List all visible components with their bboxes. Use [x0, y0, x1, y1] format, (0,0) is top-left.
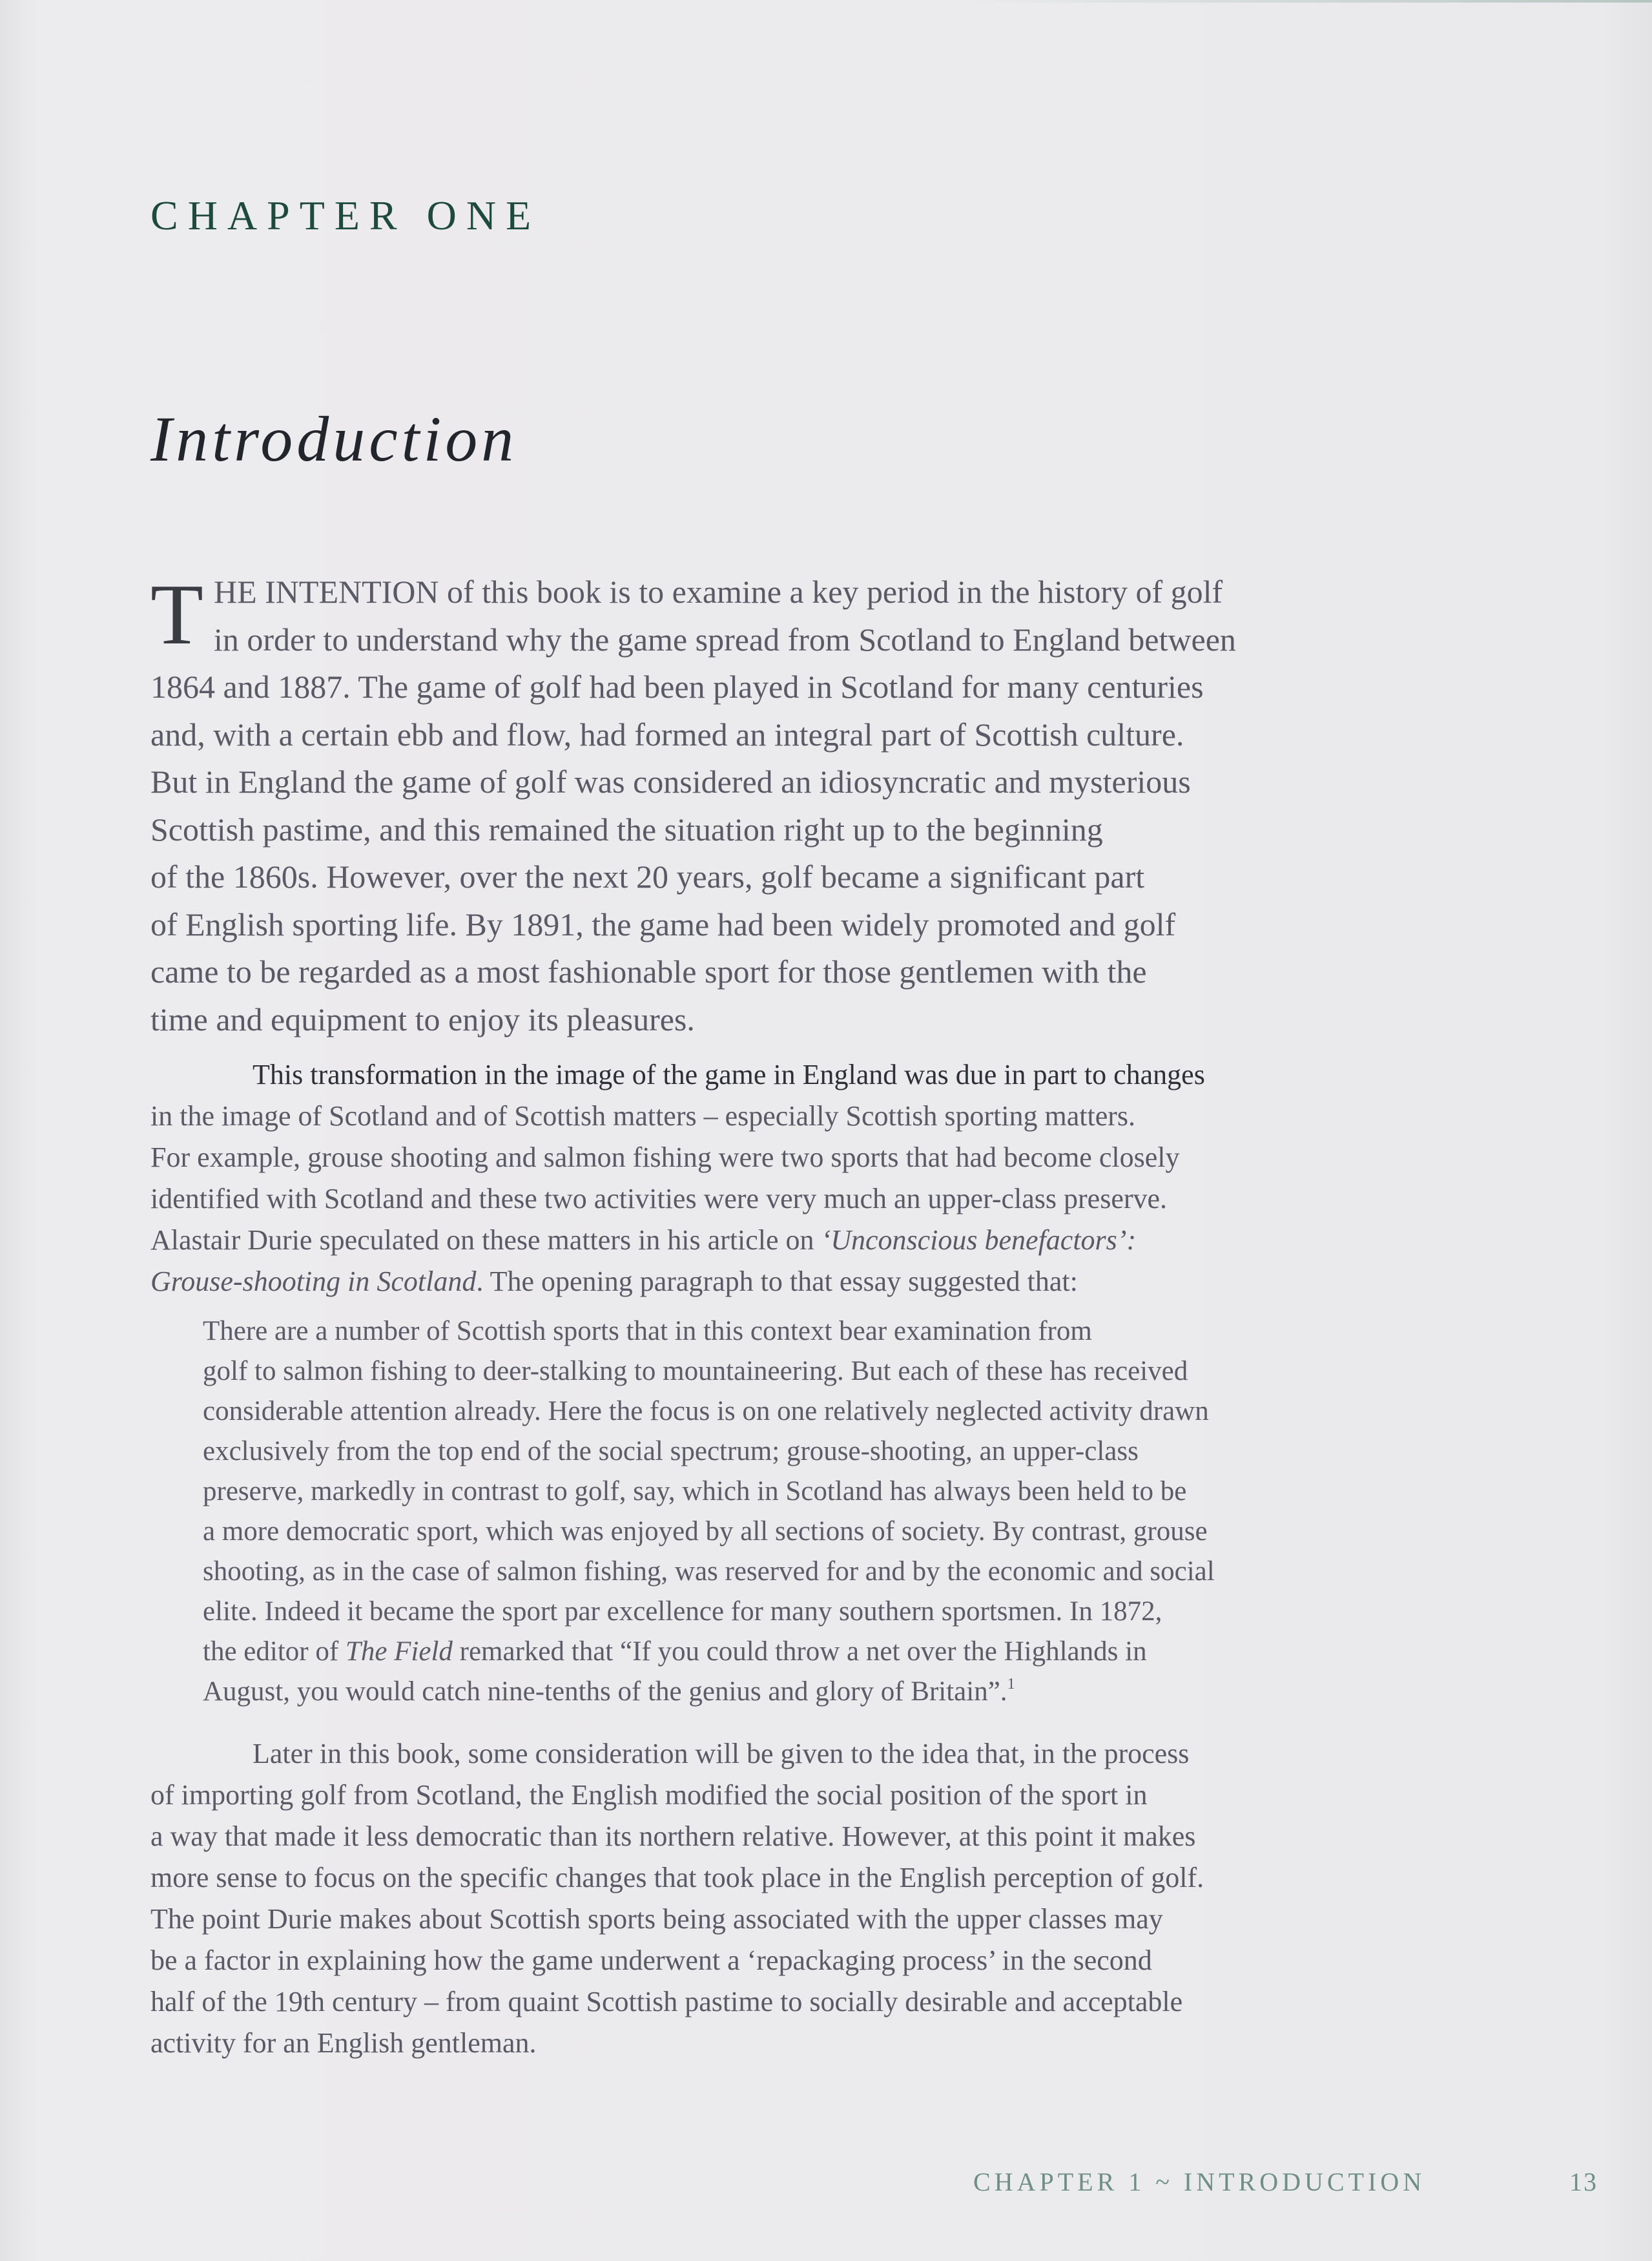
paragraph-line [150, 1261, 1449, 1302]
article-title: ‘Unconscious benefactors’: [821, 1224, 1137, 1256]
paragraph-line-text: Alastair Durie speculated on these matters in his article on [150, 1224, 821, 1256]
chapter-heading: CHAPTER ONE [150, 193, 541, 238]
intro-line: of English sporting life. By 1891, the game had been widely promoted and golf [150, 906, 1176, 943]
intro-line: in order to understand why the game spread from Scotland to England between [214, 621, 1236, 658]
paragraph-line: This transformation in the image of the game in England was due in part to changes [253, 1059, 1205, 1090]
intro-line: time and equipment to enjoy its pleasures. [150, 1001, 695, 1037]
quote-line: golf to salmon fishing to deer-stalking to mountaineering. But each of these has received [203, 1356, 1188, 1386]
intro-line: and, with a certain ebb and flow, had formed an integral part of Scottish culture. [150, 716, 1184, 753]
quote-line [203, 1672, 1469, 1712]
page-number: 13 [1569, 2167, 1598, 2196]
intro-line: 1864 and 1887. The game of golf had been played in Scotland for many centuries [150, 669, 1204, 705]
paragraph-line [150, 1220, 1449, 1261]
paragraph-line: For example, grouse shooting and salmon fishing were two sports that had become closely [150, 1141, 1180, 1173]
paragraph-line: The point Durie makes about Scottish sports being associated with the upper classes may [150, 1903, 1163, 1935]
intro-line: Scottish pastime, and this remained the situation right up to the beginning [150, 811, 1103, 848]
quote-line-text: August, you would catch nine-tenths of the genius and glory of Britain”. [203, 1676, 1007, 1707]
paragraph-line: in the image of Scotland and of Scottish matters – especially Scottish sporting matters. [150, 1100, 1136, 1132]
quote-line: considerable attention already. Here the focus is on one relatively neglected activity drawn [203, 1396, 1209, 1426]
quote-line-text: the editor of [203, 1636, 346, 1667]
paragraph-line: be a factor in explaining how the game underwent a ‘repackaging process’ in the second [150, 1944, 1152, 1976]
block-quote [203, 1311, 1469, 1712]
paragraph-line: activity for an English gentleman. [150, 2027, 537, 2059]
paragraph-line: identified with Scotland and these two activities were very much an upper-class preserve. [150, 1183, 1168, 1214]
intro-paragraph [150, 568, 1449, 1043]
paragraph-line: half of the 19th century – from quaint Scottish pastime to socially desirable and acceptable [150, 1986, 1183, 2017]
paragraph-line-text: . The opening paragraph to that essay suggested that: [476, 1266, 1078, 1297]
quote-line: elite. Indeed it became the sport par excellence for many southern sportsmen. In 1872, [203, 1596, 1162, 1627]
paragraph-line: Later in this book, some consideration will be given to the idea that, in the process [253, 1738, 1190, 1769]
quote-line: exclusively from the top end of the social spectrum; grouse-shooting, an upper-class [203, 1436, 1139, 1466]
intro-line: came to be regarded as a most fashionable sport for those gentlemen with the [150, 953, 1147, 990]
intro-line: HE INTENTION of this book is to examine a key period in the history of golf [214, 574, 1223, 610]
quote-line: a more democratic sport, which was enjoyed by all sections of society. By contrast, grouse [203, 1516, 1208, 1547]
paragraph-line: a way that made it less democratic than its northern relative. However, at this point it makes [150, 1820, 1196, 1852]
footnote-reference[interactable]: 1 [1007, 1676, 1015, 1693]
body-paragraph-3 [150, 1733, 1449, 2064]
paragraph-line: of importing golf from Scotland, the English modified the social position of the sport in [150, 1779, 1148, 1811]
running-footer-title: CHAPTER 1 ~ INTRODUCTION [973, 2167, 1426, 2196]
quote-line: shooting, as in the case of salmon fishing, was reserved for and by the economic and social [203, 1556, 1215, 1587]
drop-cap: T [150, 567, 203, 662]
chapter-title: Introduction [150, 403, 518, 475]
intro-line: of the 1860s. However, over the next 20 years, golf became a significant part [150, 859, 1145, 895]
article-title-continued: Grouse-shooting in Scotland [150, 1266, 477, 1297]
publication-title: The Field [345, 1636, 453, 1667]
page-top-edge [969, 0, 1652, 3]
quote-line: There are a number of Scottish sports that in this context bear examination from [203, 1316, 1092, 1346]
quote-line: preserve, markedly in contrast to golf, say, which in Scotland has always been held to be [203, 1476, 1187, 1506]
paragraph-line: more sense to focus on the specific changes that took place in the English perception of golf. [150, 1862, 1204, 1893]
body-paragraph-2 [150, 1054, 1449, 1302]
intro-line: But in England the game of golf was considered an idiosyncratic and mysterious [150, 764, 1191, 800]
quote-line-text: remarked that “If you could throw a net over the Highlands in [452, 1636, 1147, 1667]
quote-line [203, 1632, 1469, 1672]
